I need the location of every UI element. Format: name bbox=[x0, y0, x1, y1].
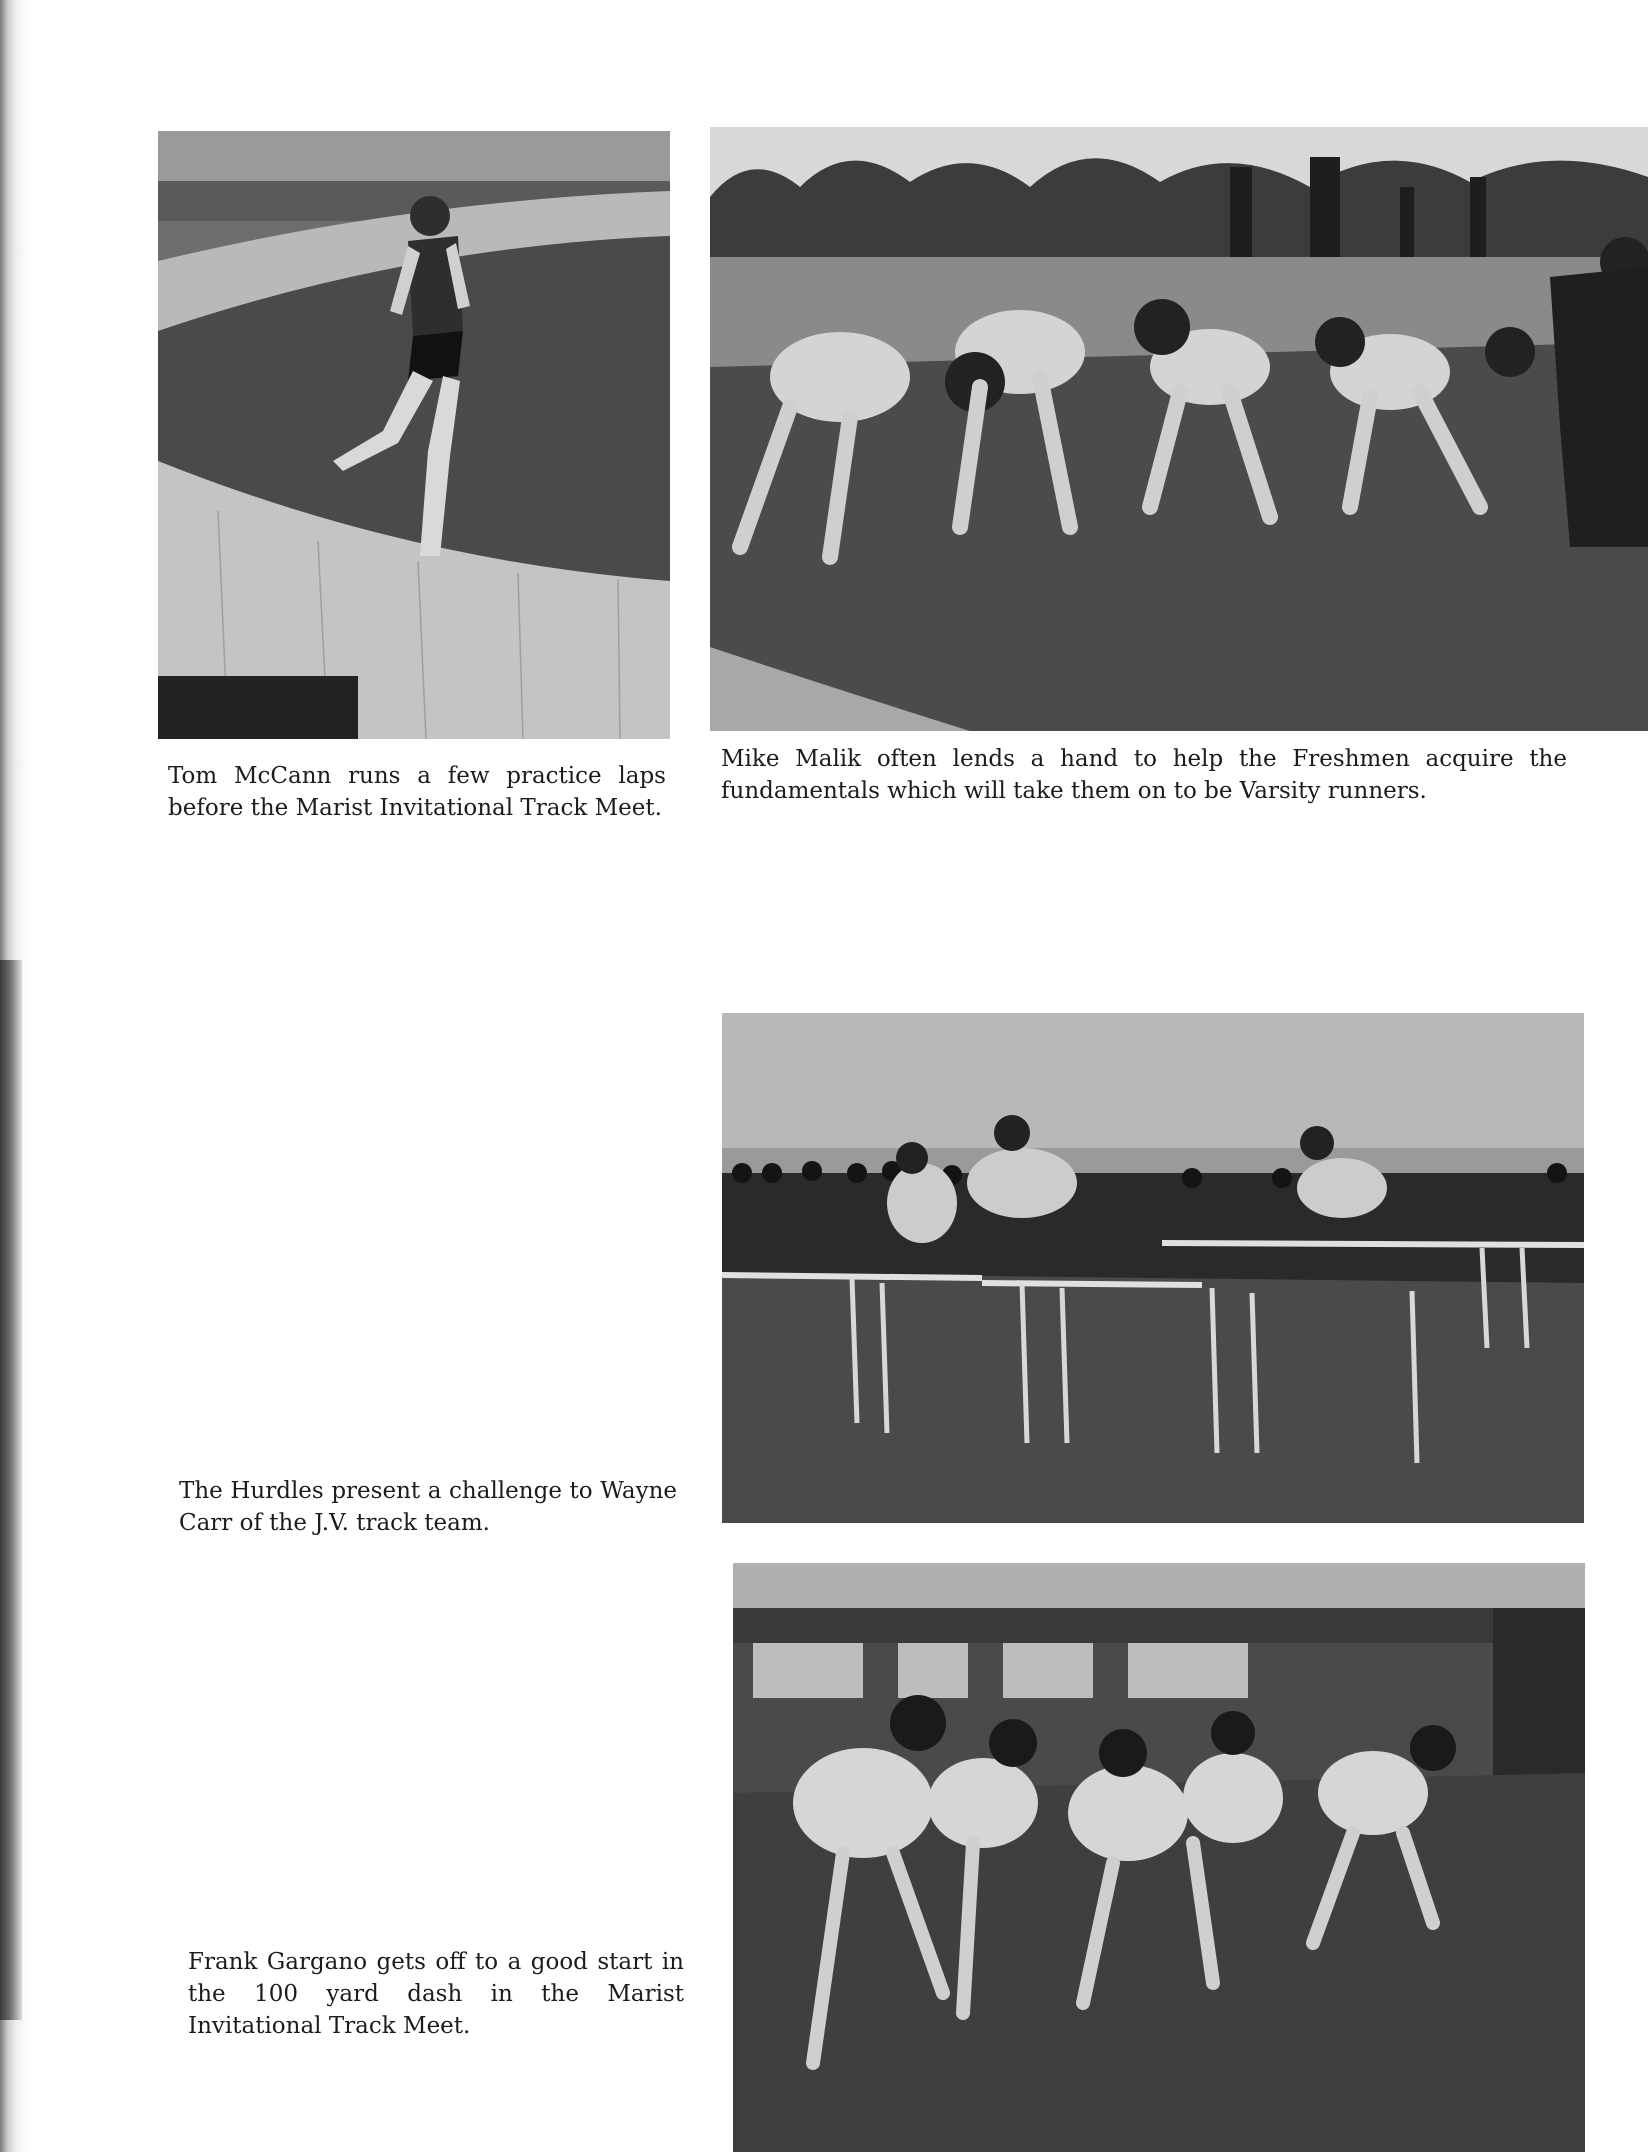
photo-tom-mccann-running bbox=[158, 131, 670, 739]
photo-hurdles-race bbox=[722, 1013, 1584, 1523]
caption-tom-mccann: Tom McCann runs a few practice laps before the Marist Invitational Track Meet. bbox=[168, 763, 666, 821]
caption-hurdles: The Hurdles present a challenge to Wayne Carr of the J.V. track team. bbox=[179, 1478, 677, 1536]
caption-mike-malik: Mike Malik often lends a hand to help the Freshmen acquire the fundamentals which will take them on to be Varsity runners. bbox=[721, 746, 1567, 804]
photo-100-yard-dash bbox=[733, 1563, 1585, 2152]
photo-freshmen-starting-crouch bbox=[710, 127, 1648, 731]
caption-frank-gargano: Frank Gargano gets off to a good start in the 100 yard dash in the Marist Invitational Track Meet. bbox=[188, 1949, 684, 2039]
binding-shadow-dark bbox=[0, 960, 22, 2020]
